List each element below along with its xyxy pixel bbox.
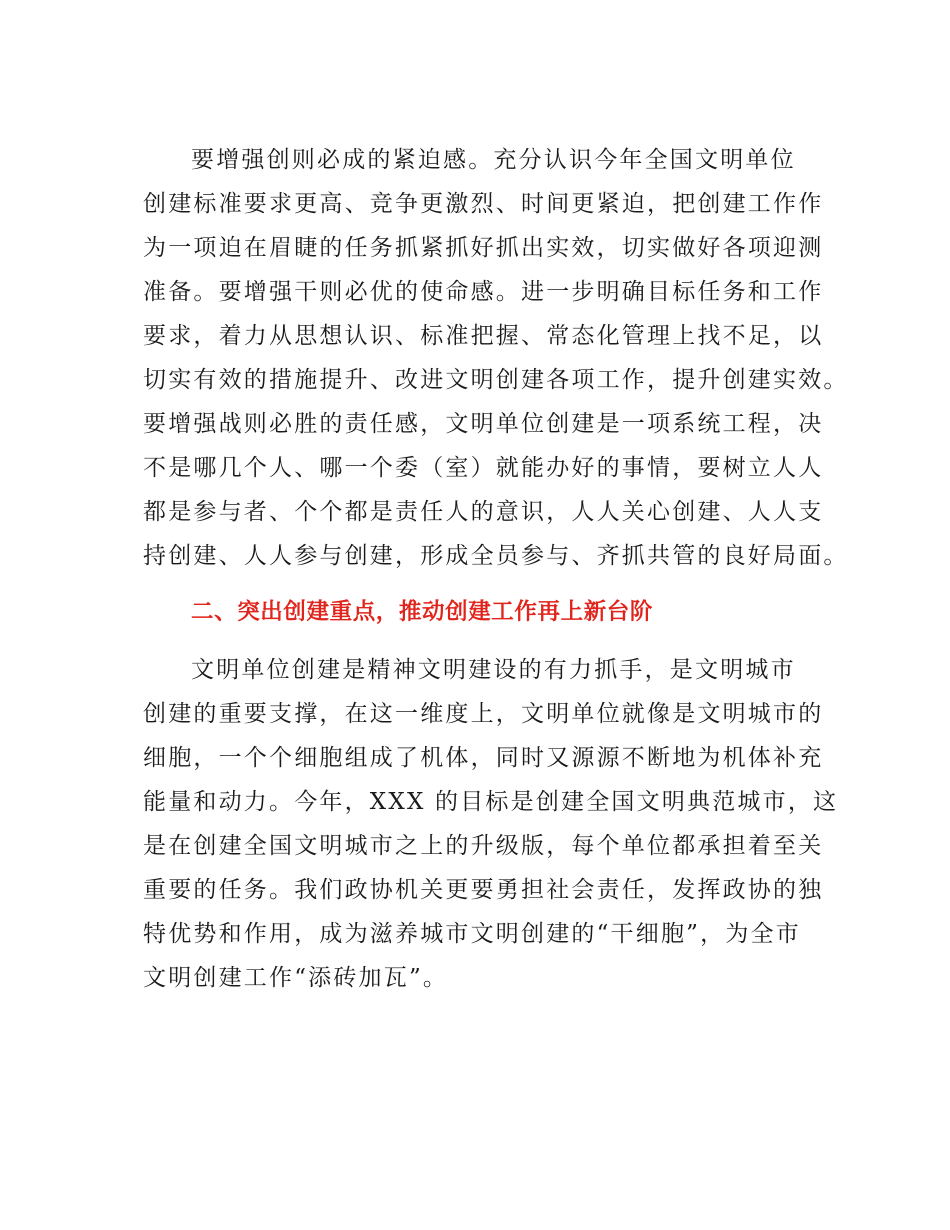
section-heading: 二、突出创建重点，推动创建工作再上新台阶 [191,599,654,625]
paragraph-1-line-3: 为一项迫在眉睫的任务抓紧抓好抓出实效，切实做好各项迎测 [143,235,824,261]
paragraph-2-line-4: 能量和动力。今年，XXX 的目标是创建全国文明典范城市，这 [143,789,839,815]
paragraph-2-line-6: 重要的任务。我们政协机关更要勇担社会责任，发挥政协的独 [143,877,824,903]
paragraph-1-line-9: 都是参与者、个个都是责任人的意识，人人关心创建、人人支 [143,499,824,525]
paragraph-1-line-4: 准备。要增强干则必优的使命感。进一步明确目标任务和工作 [143,279,824,305]
paragraph-2-line-7: 特优势和作用，成为滋养城市文明创建的“干细胞”，为全市 [143,921,801,947]
paragraph-1-line-10: 持创建、人人参与创建，形成全员参与、齐抓共管的良好局面。 [143,543,849,569]
paragraph-1-line-1: 要增强创则必成的紧迫感。充分认识今年全国文明单位 [191,147,796,173]
paragraph-1-line-7: 要增强战则必胜的责任感，文明单位创建是一项系统工程，决 [143,411,824,437]
paragraph-1-line-2: 创建标准要求更高、竞争更激烈、时间更紧迫，把创建工作作 [143,191,824,217]
paragraph-2-line-3: 细胞，一个个细胞组成了机体，同时又源源不断地为机体补充 [143,745,824,771]
paragraph-1-line-5: 要求，着力从思想认识、标准把握、常态化管理上找不足，以 [143,323,824,349]
paragraph-1-line-6: 切实有效的措施提升、改进文明创建各项工作，提升创建实效。 [143,367,849,393]
paragraph-2-line-2: 创建的重要支撑，在这一维度上，文明单位就像是文明城市的 [143,701,824,727]
paragraph-2-line-8: 文明创建工作“添砖加瓦”。 [143,965,449,991]
paragraph-2-line-5: 是在创建全国文明城市之上的升级版，每个单位都承担着至关 [143,833,824,859]
paragraph-2-line-1: 文明单位创建是精神文明建设的有力抓手，是文明城市 [191,657,796,683]
paragraph-1-line-8: 不是哪几个人、哪一个委（室）就能办好的事情，要树立人人 [143,455,824,481]
